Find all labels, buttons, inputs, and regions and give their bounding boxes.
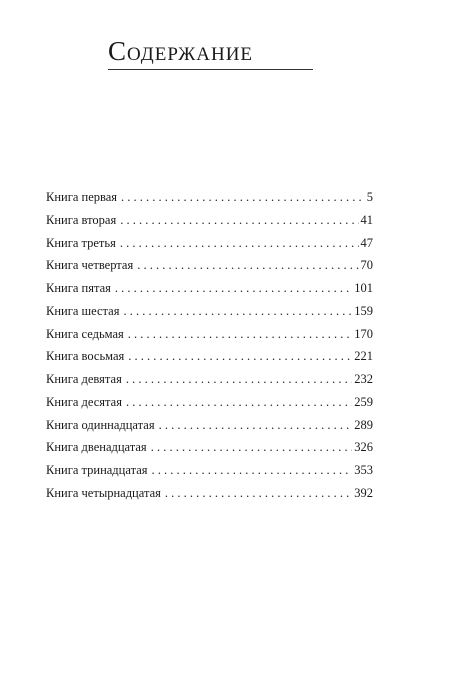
toc-entry-label: Книга третья [46,235,116,250]
toc-entry-label: Книга десятая [46,394,122,409]
toc-entry-page: 170 [354,326,373,341]
toc-entry-page: 392 [354,485,373,500]
toc-dot-leader [120,232,359,255]
toc-dot-leader [120,209,358,232]
toc-entry-page: 221 [354,349,373,364]
title-divider [108,69,313,70]
toc-entry[interactable] [46,436,373,459]
toc-dot-leader [128,323,352,346]
toc-entry[interactable] [46,209,373,232]
toc-entry[interactable] [46,391,373,414]
toc-entry[interactable] [46,368,373,391]
toc-entry-label: Книга шестая [46,303,120,318]
toc-dot-leader [159,414,353,437]
toc-entry-label: Книга первая [46,190,118,204]
toc-entry-label: Книга пятая [46,281,111,295]
toc-entry[interactable] [46,482,373,505]
toc-entry-page: 326 [354,440,373,455]
toc-entry-page: 70 [360,258,373,273]
toc-entry[interactable] [46,414,373,437]
toc-entry[interactable] [46,232,373,255]
toc-entry-label: Книга девятая [46,372,122,386]
toc-entry[interactable] [46,345,373,368]
toc-entry-page: 101 [354,281,373,295]
toc-entry-page: 289 [354,417,373,432]
page-title: Содержание [108,36,254,66]
toc-entry[interactable] [46,323,373,346]
toc-entry-page: 232 [354,372,373,386]
toc-entry-label: Книга двенадцатая [46,440,147,455]
toc-entry-label: Книга тринадцатая [46,463,148,477]
toc-dot-leader [151,436,353,459]
toc-dot-leader [128,345,352,368]
toc-entry[interactable] [46,277,373,300]
toc-entry-page: 259 [354,394,373,409]
toc-dot-leader [123,300,352,323]
toc-entry-page: 47 [360,235,373,250]
toc-entry-label: Книга восьмая [46,349,125,364]
toc-entry-page: 353 [354,463,373,477]
toc-entry-label: Книга одиннадцатая [46,417,155,432]
toc-entry[interactable] [46,459,373,482]
toc-entry-page: 41 [360,212,373,227]
toc-entry-label: Книга вторая [46,212,117,227]
toc-dot-leader [126,368,352,391]
toc-dot-leader [137,254,358,277]
toc-entry-label: Книга седьмая [46,326,124,341]
toc-entry[interactable] [46,254,373,277]
toc-dot-leader [115,277,352,300]
table-of-contents [46,186,373,505]
toc-entry[interactable] [46,186,373,209]
toc-entry-page: 5 [366,190,373,204]
toc-entry-label: Книга четырнадцатая [46,485,161,500]
toc-entry-page: 159 [354,303,373,318]
toc-dot-leader [152,459,353,482]
toc-entry-label: Книга четвертая [46,258,134,273]
toc-entry[interactable] [46,300,373,323]
toc-dot-leader [126,391,352,414]
toc-dot-leader [121,186,365,209]
toc-dot-leader [165,482,352,505]
